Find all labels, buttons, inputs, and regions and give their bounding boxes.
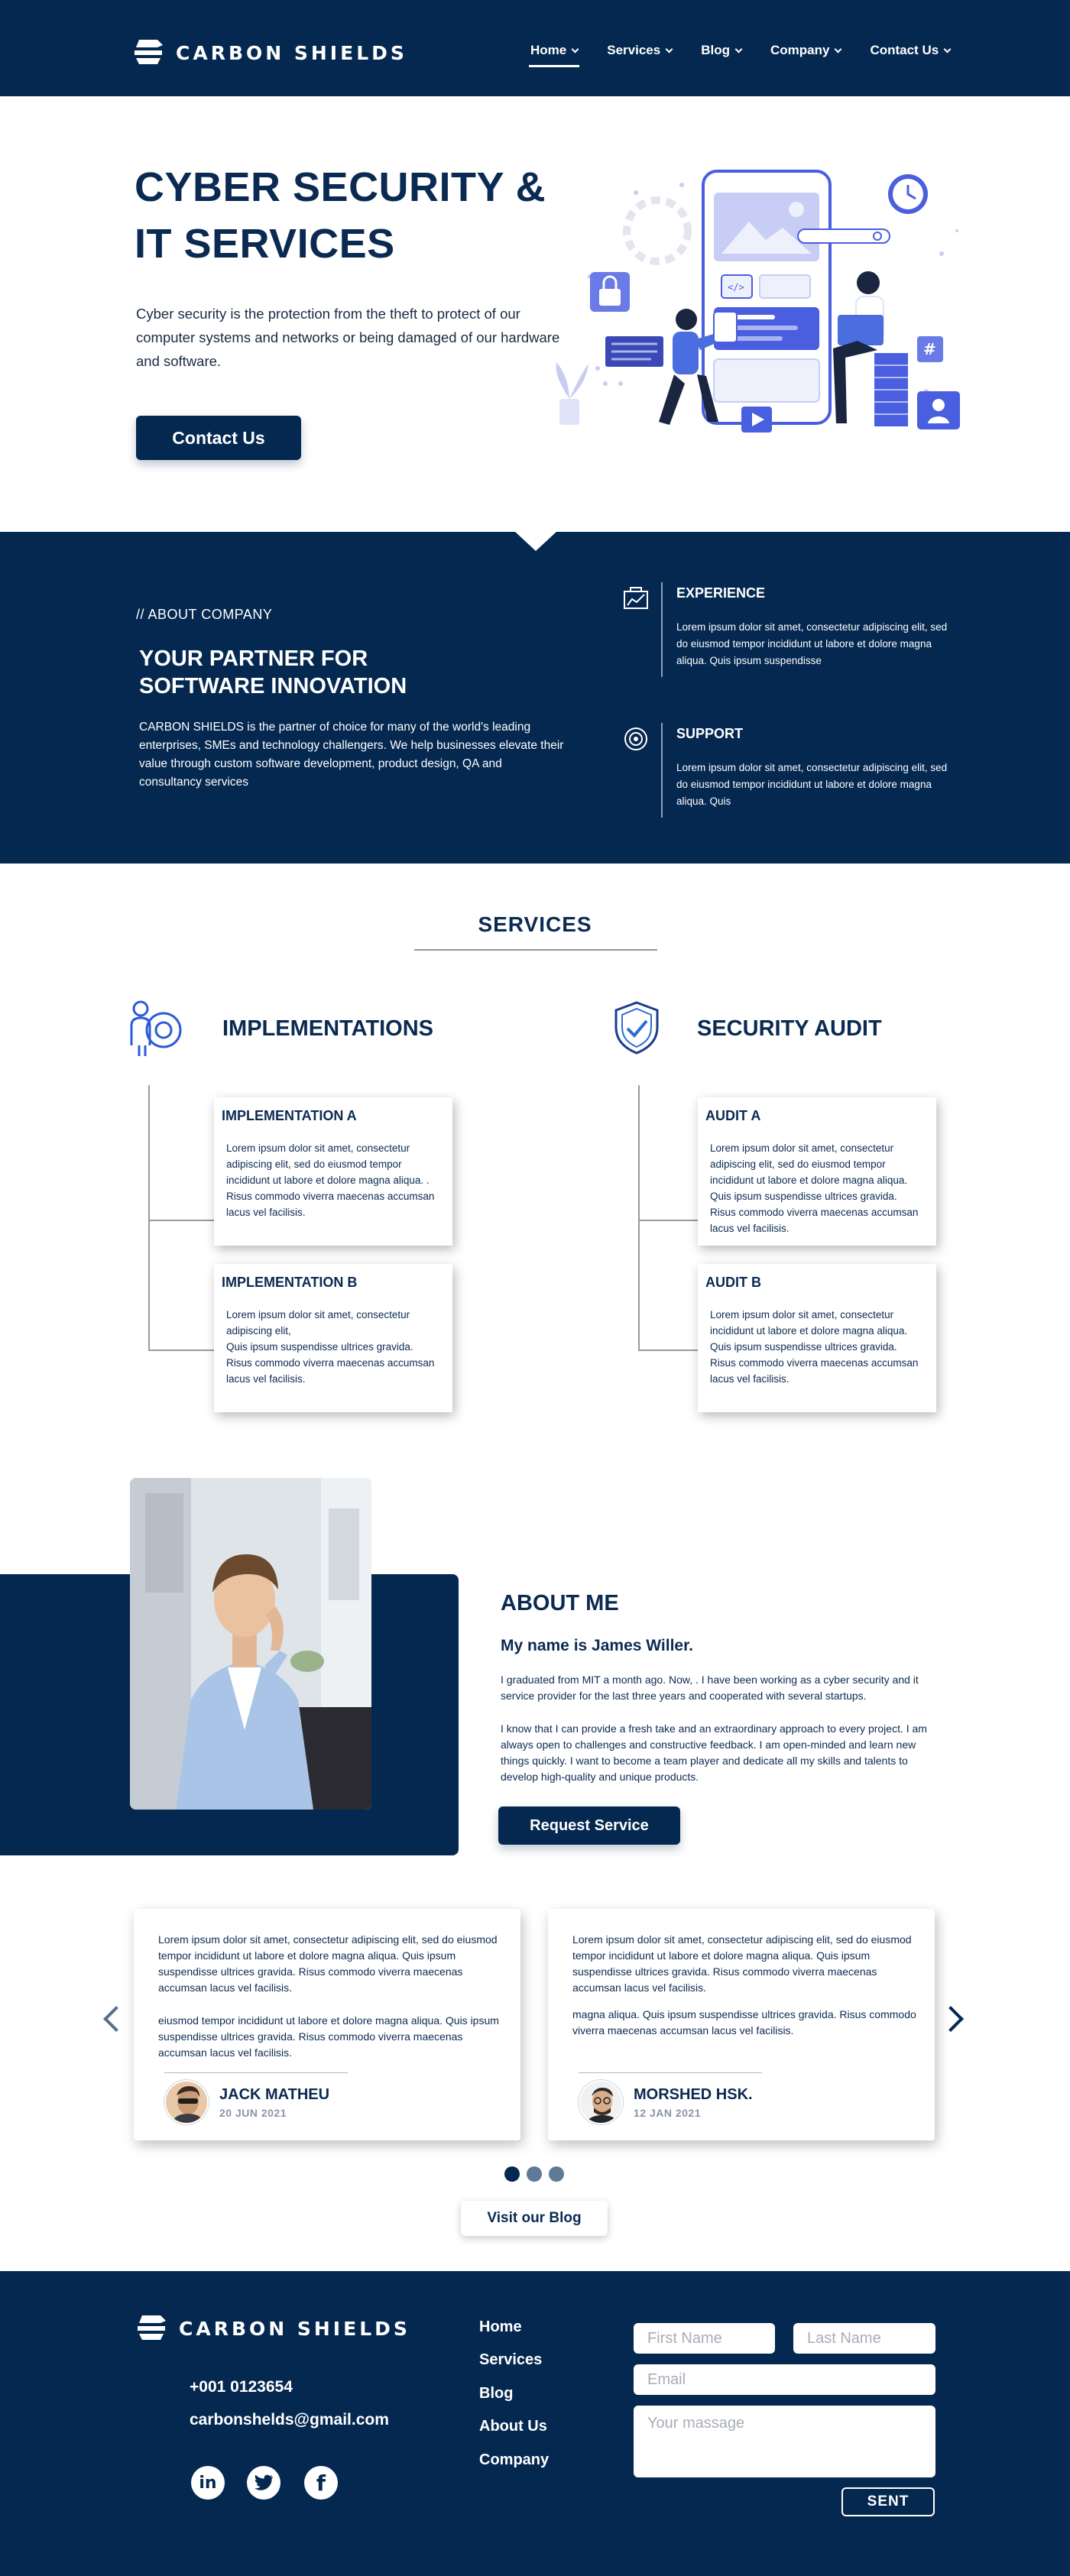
nav-home[interactable]: [530, 43, 578, 58]
about-company-title-line1: YOUR PARTNER FOR: [139, 646, 368, 671]
card-description: Lorem ipsum dolor sit amet, consectetur incididunt ut labore et dolore magna aliqua. Quis ipsum suspendisse ultrices gravida. Risus commodo viverra maecenas accumsan lacus vel facilisis.: [710, 1309, 919, 1385]
tree-line: [148, 1085, 150, 1351]
footer-link-company[interactable]: Company: [479, 2451, 550, 2468]
footer-link-services[interactable]: Services: [479, 2351, 543, 2368]
carousel-dot[interactable]: [549, 2166, 564, 2182]
about-company-title-line2: SOFTWARE INNOVATION: [139, 674, 407, 698]
shield-check-icon: [611, 1000, 662, 1056]
nav-contact-label: Contact Us: [870, 43, 939, 57]
security-team-illustration: [544, 162, 972, 452]
footer-link-about-us[interactable]: About Us: [479, 2418, 547, 2435]
services-title: SERVICES: [478, 912, 592, 936]
nav-home-label: Home: [530, 43, 567, 57]
carousel-dot-active[interactable]: [504, 2166, 520, 2182]
experience-icon: [623, 585, 649, 611]
tree-line: [148, 1220, 214, 1221]
footer-link-home[interactable]: Home: [479, 2318, 522, 2335]
nav-services-label: Services: [607, 43, 661, 57]
testimonial-date: 12 JAN 2021: [634, 2107, 702, 2119]
avatar: [579, 2080, 623, 2124]
footer-link-blog[interactable]: Blog: [479, 2385, 514, 2402]
feature-divider: [661, 723, 663, 818]
feature-experience-description: Lorem ipsum dolor sit amet, consectetur adipiscing elit, sed do eiusmod tempor incididunt ut labore et dolore magna aliqua. Quis ipsum suspendisse: [676, 621, 948, 666]
testimonial-divider: [579, 2072, 762, 2073]
card-title: IMPLEMENTATION A: [222, 1108, 357, 1123]
shield-logo-icon: [133, 38, 164, 67]
nav-services[interactable]: [607, 43, 672, 58]
feature-support-description: Lorem ipsum dolor sit amet, consectetur adipiscing elit, sed do eiusmod tempor incididunt ut labore et dolore magna aliqua. Quis: [676, 762, 948, 807]
header-logo[interactable]: [133, 38, 407, 67]
hero-title-line2: IT SERVICES: [135, 221, 395, 267]
tree-line: [148, 1350, 214, 1351]
svg-text:</>: </>: [728, 282, 744, 293]
about-company-section: [0, 532, 1070, 864]
audit-b-card[interactable]: [698, 1264, 936, 1412]
testimonial-text: magna aliqua. Quis ipsum suspendisse ultrices gravida. Risus commodo viverra maecenas accumsan lacus vel facilisis.: [572, 2008, 916, 2036]
audit-a-card[interactable]: [698, 1097, 936, 1246]
nav-company[interactable]: [770, 43, 841, 58]
nav-contact-us[interactable]: [870, 43, 950, 58]
avatar-icon: [580, 2082, 623, 2124]
implementation-b-card[interactable]: [214, 1264, 452, 1412]
feature-experience: [623, 585, 948, 685]
implementations-heading: IMPLEMENTATIONS: [222, 1016, 434, 1041]
card-title: AUDIT B: [705, 1275, 761, 1290]
site-header: [0, 0, 1070, 96]
about-company-kicker: // ABOUT COMPANY: [136, 607, 273, 622]
hero-title-line1: CYBER SECURITY &: [135, 164, 546, 210]
nav-blog-label: Blog: [701, 43, 730, 57]
nav-blog[interactable]: [701, 43, 741, 58]
email-field[interactable]: [634, 2364, 935, 2395]
support-icon: [623, 726, 649, 752]
about-me-paragraph: I graduated from MIT a month ago. Now, . I have been working as a cyber security and it service provider for the last three years and cooperated with several startups.: [501, 1674, 919, 1702]
card-title: IMPLEMENTATION B: [222, 1275, 358, 1290]
facebook-icon[interactable]: f: [304, 2466, 338, 2500]
svg-text:#: #: [923, 340, 936, 358]
nav-company-label: Company: [770, 43, 830, 57]
contact-us-button[interactable]: Contact Us: [136, 416, 301, 460]
testimonial-card[interactable]: [548, 1909, 935, 2140]
brand-name: CARBON SHIELDS: [176, 41, 407, 64]
testimonial-author: MORSHED HSK.: [634, 2086, 753, 2103]
visit-blog-button[interactable]: Visit our Blog: [461, 2201, 608, 2236]
services-title-underline: [414, 949, 657, 951]
last-name-field[interactable]: [793, 2323, 935, 2354]
testimonial-author: JACK MATHEU: [219, 2086, 330, 2103]
carousel-dot[interactable]: [527, 2166, 542, 2182]
chevron-down-icon: [666, 45, 673, 53]
carousel-prev-arrow-icon[interactable]: [103, 2006, 129, 2032]
carousel-next-arrow-icon[interactable]: [938, 2006, 964, 2032]
feature-divider: [661, 582, 663, 677]
testimonial-date: 20 JUN 2021: [219, 2107, 287, 2119]
shield-logo-icon: [136, 2314, 167, 2343]
card-description: Lorem ipsum dolor sit amet, consectetur adipiscing elit, sed do eiusmod tempor incididunt ut labore et dolore magna aliqua. . Risus commodo viverra maecenas accumsan lacus vel facilisis.: [226, 1142, 435, 1218]
site-footer: [0, 2271, 1070, 2576]
chevron-down-icon: [835, 45, 842, 53]
portrait-photo: [130, 1478, 371, 1810]
security-audit-heading: SECURITY AUDIT: [697, 1016, 882, 1041]
first-name-field[interactable]: [634, 2323, 775, 2354]
tree-line: [638, 1350, 698, 1351]
band-notch: [514, 531, 557, 551]
portrait-photo-icon: [130, 1478, 371, 1810]
testimonial-card[interactable]: [134, 1909, 520, 2140]
message-field[interactable]: [634, 2406, 935, 2477]
twitter-icon[interactable]: [247, 2466, 280, 2500]
hero-title: [135, 159, 593, 272]
request-service-button[interactable]: Request Service: [498, 1806, 680, 1845]
feature-support-title: SUPPORT: [676, 726, 744, 741]
card-description: Lorem ipsum dolor sit amet, consectetur adipiscing elit, Quis ipsum suspendisse ultrices gravida. Risus commodo viverra maecenas accumsan lacus vel facilisis.: [226, 1309, 435, 1385]
about-company-description: CARBON SHIELDS is the partner of choice for many of the world's leading enterprises, SMEs and technology challengers. We help businesses elevate their value through custom software development, product design, QA and consultancy services: [139, 721, 564, 789]
footer-logo[interactable]: [136, 2314, 410, 2343]
about-me-paragraph: I know that I can provide a fresh take and an extraordinary approach to every project. I am always open to challenges and constructive feedback. I am open-minded and learn new things quickly. I want to become a team player and dedicate all my skills and talents to develop high-quality and unique products.: [501, 1722, 927, 1783]
chevron-down-icon: [944, 45, 952, 53]
testimonial-text: Lorem ipsum dolor sit amet, consectetur adipiscing elit, sed do eiusmod tempor incididunt ut labore et dolore magna aliqua. Quis ipsum suspendisse ultrices gravida. Risus commodo viverra maecenas accumsan lacus vel facilisis.: [158, 1933, 498, 1994]
implementation-icon: [128, 1000, 183, 1058]
about-company-title: [139, 645, 445, 700]
tree-line: [638, 1220, 698, 1221]
tree-line: [638, 1085, 640, 1351]
footer-brand-name: CARBON SHIELDS: [179, 2317, 410, 2340]
send-button[interactable]: SENT: [841, 2487, 935, 2516]
feature-experience-title: EXPERIENCE: [676, 585, 766, 601]
about-me-title: ABOUT ME: [501, 1591, 619, 1615]
footer-phone[interactable]: +001 0123654: [190, 2378, 293, 2396]
about-me-subtitle: My name is James Willer.: [501, 1637, 693, 1654]
card-description: Lorem ipsum dolor sit amet, consectetur adipiscing elit, sed do eiusmod tempor incididunt ut labore et dolore magna aliqua. Quis ipsum suspendisse ultrices gravida. Risus commodo viverra maecenas accumsan lacus vel facilisis.: [710, 1142, 919, 1234]
main-nav: [530, 43, 979, 58]
testimonial-divider: [164, 2072, 348, 2073]
avatar: [164, 2080, 209, 2124]
feature-support: [623, 726, 948, 825]
implementation-a-card[interactable]: [214, 1097, 452, 1246]
avatar-icon: [166, 2082, 209, 2124]
testimonial-text: eiusmod tempor incididunt ut labore et dolore magna aliqua. Quis ipsum suspendisse ultrices gravida. Risus commodo viverra maecenas accumsan lacus vel facilisis.: [158, 2014, 499, 2059]
chevron-down-icon: [735, 45, 743, 53]
footer-email[interactable]: carbonshelds@gmail.com: [190, 2411, 389, 2429]
chevron-down-icon: [572, 45, 579, 53]
testimonial-text: Lorem ipsum dolor sit amet, consectetur adipiscing elit, sed do eiusmod tempor incididunt ut labore et dolore magna aliqua. Quis ipsum suspendisse ultrices gravida. Risus commodo viverra maecenas accumsan lacus vel facilisis.: [572, 1933, 912, 1994]
linkedin-icon[interactable]: in: [191, 2466, 225, 2500]
hero-description: Cyber security is the protection from the theft to protect of our computer systems and networks or being damaged of our hardware and software.: [136, 306, 560, 369]
card-title: AUDIT A: [705, 1108, 761, 1123]
